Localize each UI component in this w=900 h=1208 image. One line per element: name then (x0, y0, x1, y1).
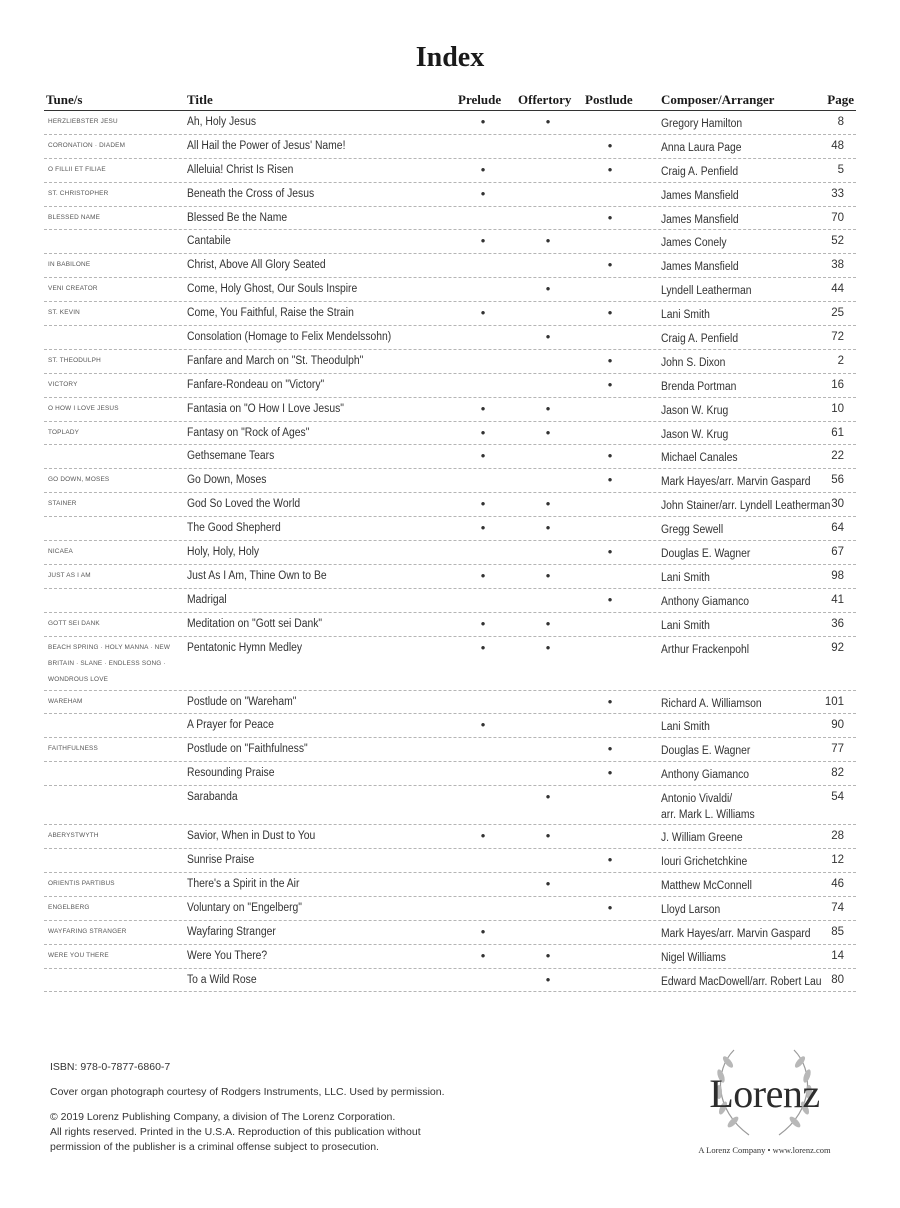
composer-line: Antonio Vivaldi/ (661, 793, 733, 806)
tune-cell: STAINER (48, 500, 77, 508)
table-row (44, 541, 856, 565)
copyright-line: permission of the publisher is a criminal offense subject to prosecution. (50, 1141, 379, 1153)
title-cell: Voluntary on "Engelberg" (187, 901, 302, 914)
offertory-mark: • (545, 789, 551, 805)
title-cell: Christ, Above All Glory Seated (187, 259, 326, 272)
composer-cell: Mark Hayes/arr. Marvin Gaspard (661, 927, 811, 940)
prelude-mark: • (480, 520, 486, 536)
tune-cell: IN BABILONE (48, 261, 91, 269)
table-row (44, 565, 856, 589)
tune-cell: WAREHAM (48, 697, 83, 705)
tune-cell: VICTORY (48, 380, 78, 388)
composer-cell: Anthony Giamanco (661, 595, 750, 608)
table-row (44, 350, 856, 374)
title-cell: Were You There? (187, 949, 268, 962)
table-row (44, 786, 856, 825)
table-row (44, 469, 856, 493)
title-cell: Madrigal (187, 593, 227, 606)
prelude-mark: • (480, 923, 486, 939)
tune-cell: TOPLADY (48, 428, 80, 436)
page-cell: 12 (831, 854, 844, 867)
composer-cell: Lyndell Leatherman (661, 285, 752, 298)
title-cell: Wayfaring Stranger (187, 925, 276, 938)
table-row (44, 398, 856, 422)
page-cell: 98 (831, 569, 844, 582)
page-cell: 2 (837, 354, 844, 367)
prelude-mark: • (480, 400, 486, 416)
tune-cell: CORONATION · DIADEM (48, 141, 126, 149)
page-cell: 101 (824, 695, 844, 708)
copyright-notice (50, 1110, 445, 1155)
title-cell: Resounding Praise (187, 767, 275, 780)
composer-cell: Jason W. Krug (661, 428, 729, 441)
table-row (44, 873, 856, 897)
tune-cell: GOTT SEI DANK (48, 619, 100, 627)
title-cell: All Hail the Power of Jesus' Name! (187, 139, 346, 152)
postlude-mark: • (607, 899, 613, 915)
title-cell: Ah, Holy Jesus (187, 116, 257, 128)
postlude-mark: • (607, 448, 613, 464)
composer-cell: Lloyd Larson (661, 903, 721, 916)
offertory-mark: • (545, 114, 551, 129)
composer-cell: Gregory Hamilton (661, 118, 743, 130)
postlude-mark: • (607, 472, 613, 488)
isbn: ISBN: 978-0-7877-6860-7 (50, 1061, 171, 1073)
tune-cell: ORIENTIS PARTIBUS (48, 879, 115, 887)
composer-cell: James Mansfield (661, 189, 739, 202)
title-cell: Fantasia on "O How I Love Jesus" (187, 402, 344, 415)
title-cell: Pentatonic Hymn Medley (187, 641, 303, 654)
composer-cell: Jason W. Krug (661, 404, 729, 417)
table-row (44, 714, 856, 738)
copyright-line: © 2019 Lorenz Publishing Company, a division of The Lorenz Corporation. (50, 1111, 396, 1123)
table-row (44, 637, 856, 691)
tune-cell: ST. KEVIN (48, 309, 80, 317)
table-row (44, 613, 856, 637)
tune-cell: FAITHFULNESS (48, 745, 98, 753)
offertory-mark: • (545, 828, 551, 844)
composer-cell: James Mansfield (661, 261, 739, 274)
page-cell: 74 (831, 901, 844, 914)
page-cell: 44 (831, 283, 844, 296)
tune-cell: BEACH SPRING · HOLY MANNA · NEW BRITAIN · SLANE · ENDLESS SONG · WONDROUS LOVE (48, 643, 171, 683)
page-cell: 41 (831, 593, 844, 606)
page-cell: 14 (831, 949, 844, 962)
page-cell: 67 (831, 546, 844, 559)
prelude-mark: • (480, 424, 486, 440)
page-cell: 46 (831, 877, 844, 890)
table-row (44, 849, 856, 873)
composer-cell: Douglas E. Wagner (661, 548, 751, 561)
prelude-mark: • (480, 233, 486, 249)
composer-cell: Craig A. Penfield (661, 165, 739, 178)
composer-cell: Richard A. Williamson (661, 697, 762, 710)
postlude-mark: • (607, 765, 613, 781)
postlude-mark: • (607, 852, 613, 868)
postlude-mark: • (607, 591, 613, 607)
title-cell: Consolation (Homage to Felix Mendelssohn) (187, 331, 392, 344)
table-row (44, 254, 856, 278)
table-row (44, 691, 856, 715)
composer-cell: Matthew McConnell (661, 879, 752, 892)
tune-cell: JUST AS I AM (48, 571, 91, 579)
logo-wordmark: Lorenz (709, 1071, 820, 1116)
header-composer: Composer/Arranger (661, 92, 775, 107)
prelude-mark: • (480, 639, 486, 655)
table-row (44, 183, 856, 207)
page-cell: 48 (831, 139, 844, 152)
header-tune: Tune/s (46, 92, 83, 107)
page-cell: 70 (831, 211, 844, 224)
page-cell: 82 (831, 767, 844, 780)
table-row (44, 921, 856, 945)
tune-cell: BLESSED NAME (48, 213, 101, 221)
page-cell: 8 (837, 116, 844, 128)
table-row (44, 762, 856, 786)
table-row (44, 825, 856, 849)
composer-cell: Edward MacDowell/arr. Robert Lau (661, 975, 822, 988)
page-cell: 33 (831, 187, 844, 200)
offertory-mark: • (545, 424, 551, 440)
table-row (44, 135, 856, 159)
title-cell: Go Down, Moses (187, 474, 267, 487)
table-body (44, 111, 856, 992)
postlude-mark: • (607, 161, 613, 177)
title-cell: A Prayer for Peace (187, 719, 274, 732)
page-cell: 52 (831, 235, 844, 248)
header-page: Page (827, 92, 854, 107)
tune-cell: ST. CHRISTOPHER (48, 189, 109, 197)
prelude-mark: • (480, 305, 486, 321)
composer-cell: Craig A. Penfield (661, 333, 739, 346)
title-cell: The Good Shepherd (187, 522, 281, 535)
table-row (44, 302, 856, 326)
tune-cell: ST. THEODULPH (48, 356, 101, 364)
prelude-mark: • (480, 615, 486, 631)
prelude-mark: • (480, 567, 486, 583)
composer-cell: James Mansfield (661, 213, 739, 226)
composer-cell: James Conely (661, 237, 727, 250)
composer-line: arr. Mark L. Williams (661, 809, 755, 822)
table-row (44, 422, 856, 446)
tune-cell: O HOW I LOVE JESUS (48, 404, 119, 412)
composer-cell: Lani Smith (661, 619, 710, 632)
postlude-mark: • (607, 209, 613, 225)
page-cell: 28 (831, 830, 844, 843)
prelude-mark: • (480, 114, 486, 129)
header-offertory: Offertory (518, 92, 572, 107)
offertory-mark: • (545, 281, 551, 297)
page-cell: 10 (831, 402, 844, 415)
page-cell: 61 (831, 426, 844, 439)
title-cell: Gethsemane Tears (187, 450, 275, 463)
title-cell: Just As I Am, Thine Own to Be (187, 569, 327, 582)
offertory-mark: • (545, 615, 551, 631)
page-cell: 77 (831, 743, 844, 756)
title-cell: God So Loved the World (187, 498, 301, 511)
table-row (44, 493, 856, 517)
postlude-mark: • (607, 257, 613, 273)
page-cell: 54 (831, 791, 844, 804)
composer-cell: John Stainer/arr. Lyndell Leatherman (661, 500, 831, 513)
tune-cell: O FILLII ET FILIAE (48, 165, 106, 173)
page-cell: 22 (831, 450, 844, 463)
composer-cell: Arthur Frackenpohl (661, 643, 750, 656)
header-prelude: Prelude (458, 92, 502, 107)
logo-tagline: A Lorenz Company • www.lorenz.com (698, 1145, 831, 1155)
photo-credit: Cover organ photograph courtesy of Rodgers Instruments, LLC. Used by permission. (50, 1086, 445, 1098)
tune-cell: WAYFARING STRANGER (48, 927, 127, 935)
index-table (44, 88, 856, 992)
composer-cell: Lani Smith (661, 571, 710, 584)
table-row (44, 517, 856, 541)
prelude-mark: • (480, 496, 486, 512)
composer-cell: Gregg Sewell (661, 524, 724, 537)
tune-cell: ENGELBERG (48, 903, 90, 911)
composer-cell: Brenda Portman (661, 380, 737, 393)
table-row (44, 230, 856, 254)
page-cell: 64 (831, 522, 844, 535)
table-row (44, 111, 856, 135)
offertory-mark: • (545, 971, 551, 987)
page-cell: 80 (831, 973, 844, 986)
title-cell: Blessed Be the Name (187, 211, 288, 224)
title-cell: Postlude on "Wareham" (187, 695, 297, 708)
table-row (44, 945, 856, 969)
postlude-mark: • (607, 544, 613, 560)
lorenz-logo (672, 1040, 857, 1160)
copyright-line: All rights reserved. Printed in the U.S.A. Reproduction of this publication without (50, 1126, 421, 1138)
composer-cell: J. William Greene (661, 832, 743, 845)
page-cell: 38 (831, 259, 844, 272)
page-title: Index (415, 42, 485, 73)
composer-cell: Anthony Giamanco (661, 769, 750, 782)
offertory-mark: • (545, 496, 551, 512)
postlude-mark: • (607, 693, 613, 709)
offertory-mark: • (545, 875, 551, 891)
prelude-mark: • (480, 161, 486, 177)
table-row (44, 207, 856, 231)
table-row (44, 278, 856, 302)
header-title: Title (187, 92, 213, 107)
page-cell: 36 (831, 617, 844, 630)
tune-cell: GO DOWN, MOSES (48, 476, 110, 484)
table-row (44, 969, 856, 993)
title-cell: Fanfare-Rondeau on "Victory" (187, 378, 325, 391)
offertory-mark: • (545, 329, 551, 345)
composer-cell: Iouri Grichetchkine (661, 856, 748, 869)
page-cell: 90 (831, 719, 844, 732)
title-cell: Come, Holy Ghost, Our Souls Inspire (187, 283, 358, 296)
title-cell: Beneath the Cross of Jesus (187, 187, 315, 200)
title-cell: Cantabile (187, 235, 231, 248)
table-row (44, 589, 856, 613)
title-cell: Fanfare and March on "St. Theodulph" (187, 354, 364, 367)
offertory-mark: • (545, 520, 551, 536)
table-row (44, 326, 856, 350)
title-cell: Come, You Faithful, Raise the Strain (187, 307, 354, 320)
table-row (44, 738, 856, 762)
title-cell: Sarabanda (187, 791, 238, 804)
offertory-mark: • (545, 567, 551, 583)
postlude-mark: • (607, 305, 613, 321)
page-cell: 16 (831, 378, 844, 391)
title-cell: Sunrise Praise (187, 854, 255, 867)
composer-cell: Douglas E. Wagner (661, 745, 751, 758)
prelude-mark: • (480, 448, 486, 464)
tune-cell: NICAEA (48, 548, 73, 556)
page-cell: 72 (831, 331, 844, 344)
postlude-mark: • (607, 137, 613, 153)
composer-cell: Lani Smith (661, 721, 710, 734)
prelude-mark: • (480, 947, 486, 963)
offertory-mark: • (545, 947, 551, 963)
title-cell: Alleluia! Christ Is Risen (187, 163, 294, 176)
postlude-mark: • (607, 376, 613, 392)
prelude-mark: • (480, 828, 486, 844)
composer-cell: Lani Smith (661, 309, 710, 322)
page-cell: 5 (837, 163, 844, 176)
title-cell: Postlude on "Faithfulness" (187, 743, 308, 756)
tune-cell: ABERYSTWYTH (48, 832, 99, 840)
title-cell: Holy, Holy, Holy (187, 546, 260, 559)
page-cell: 56 (831, 474, 844, 487)
header-postlude: Postlude (585, 92, 633, 107)
title-cell: Fantasy on "Rock of Ages" (187, 426, 310, 439)
composer-cell: Mark Hayes/arr. Marvin Gaspard (661, 476, 811, 489)
page-cell: 30 (831, 498, 844, 511)
title-cell: There's a Spirit in the Air (187, 877, 300, 890)
composer-cell: Anna Laura Page (661, 141, 742, 154)
tune-cell: VENI CREATOR (48, 285, 98, 293)
table-header (44, 88, 856, 111)
postlude-mark: • (607, 352, 613, 368)
table-row (44, 374, 856, 398)
tune-cell: HERZLIEBSTER JESU (48, 118, 118, 125)
footer (50, 1060, 445, 1155)
postlude-mark: • (607, 741, 613, 757)
composer-cell: Michael Canales (661, 452, 738, 465)
table-row (44, 445, 856, 469)
page-cell: 85 (831, 925, 844, 938)
title-cell: Savior, When in Dust to You (187, 830, 316, 843)
composer-cell (661, 791, 755, 823)
title-cell: To a Wild Rose (187, 973, 257, 986)
prelude-mark: • (480, 717, 486, 733)
page-cell: 92 (831, 641, 844, 654)
offertory-mark: • (545, 400, 551, 416)
composer-cell: Nigel Williams (661, 951, 726, 964)
offertory-mark: • (545, 233, 551, 249)
offertory-mark: • (545, 639, 551, 655)
tune-cell: WERE YOU THERE (48, 951, 109, 959)
table-row (44, 159, 856, 183)
title-cell: Meditation on "Gott sei Dank" (187, 617, 323, 630)
composer-cell: John S. Dixon (661, 356, 726, 369)
page-cell: 25 (831, 307, 844, 320)
prelude-mark: • (480, 185, 486, 201)
table-row (44, 897, 856, 921)
